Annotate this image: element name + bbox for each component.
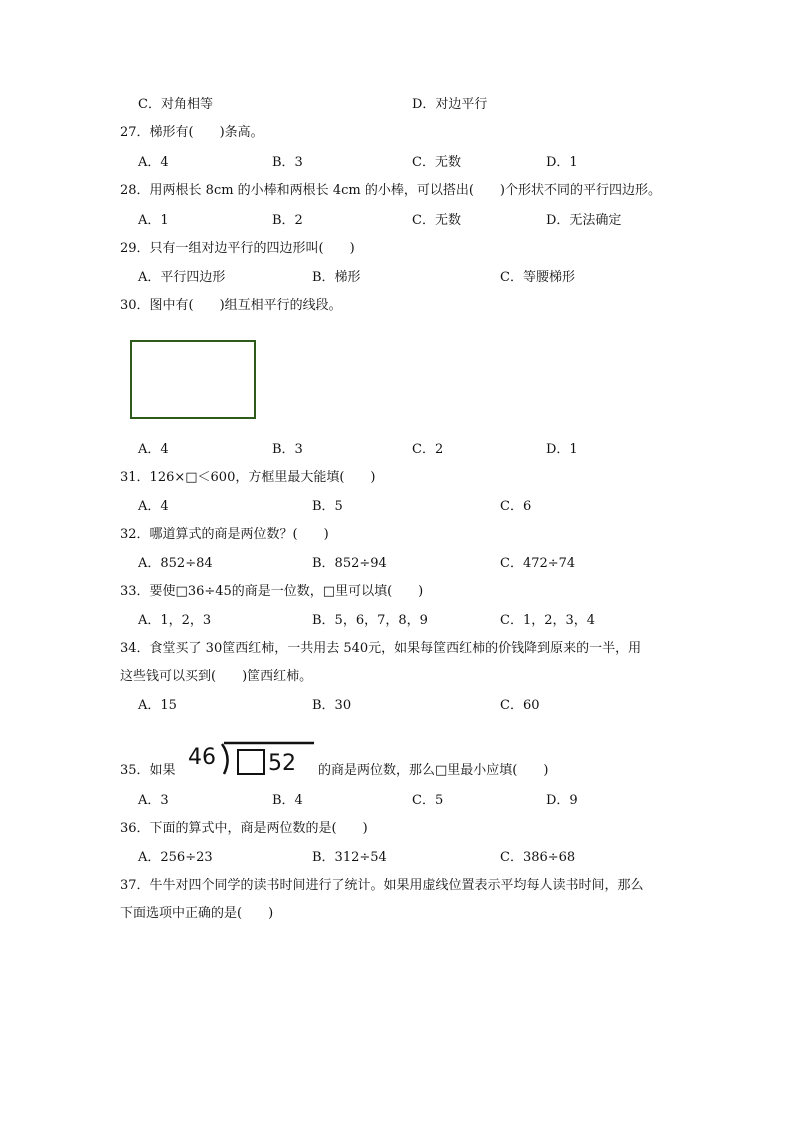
q35-stem-prefix: 35．如果 (120, 763, 176, 778)
q35-stem-suffix: 的商是两位数，那么□里最小应填( ) (318, 763, 549, 778)
q26-option-d[interactable]: D．对边平行 (412, 97, 488, 112)
q27-stem: 27．梯形有( )条高。 (120, 125, 264, 140)
q27-option-c[interactable]: C．无数 (412, 155, 461, 170)
q34-option-c[interactable]: C．60 (500, 698, 540, 713)
q30-stem: 30．图中有( )组互相平行的线段。 (120, 298, 342, 313)
q29-option-b[interactable]: B．梯形 (312, 270, 361, 285)
q28-option-b[interactable]: B．2 (272, 213, 303, 228)
blank-box[interactable] (238, 750, 264, 774)
q36-option-c[interactable]: C．386÷68 (500, 850, 576, 865)
q28-stem: 28．用两根长 8cm 的小棒和两根长 4cm 的小棒，可以搭出( )个形状不同的平行四边形。 (120, 183, 661, 198)
divisor-text: 46 (188, 745, 216, 770)
division-bracket (222, 744, 228, 774)
dividend-digits-text: 52 (268, 751, 296, 776)
q28-option-d[interactable]: D．无法确定 (546, 213, 622, 228)
q34-stem-line2: 这些钱可以买到( )筐西红柿。 (120, 669, 313, 684)
q35-option-a[interactable]: A．3 (138, 793, 169, 808)
q32-stem: 32．哪道算式的商是两位数？( ) (120, 527, 329, 542)
q36-option-a[interactable]: A．256÷23 (138, 850, 213, 865)
q34-option-a[interactable]: A．15 (138, 698, 177, 713)
q30-option-b[interactable]: B．3 (272, 442, 303, 457)
q29-option-c[interactable]: C．等腰梯形 (500, 270, 575, 285)
q26-option-c[interactable]: C．对角相等 (138, 97, 213, 112)
q29-stem: 29．只有一组对边平行的四边形叫( ) (120, 241, 355, 256)
q27-option-b[interactable]: B．3 (272, 155, 303, 170)
q34-option-b[interactable]: B．30 (312, 698, 352, 713)
q27-option-a[interactable]: A．4 (138, 155, 169, 170)
q28-option-c[interactable]: C．无数 (412, 213, 461, 228)
q35-option-c[interactable]: C．5 (412, 793, 444, 808)
q31-option-c[interactable]: C．6 (500, 499, 532, 514)
q31-option-b[interactable]: B．5 (312, 499, 343, 514)
q33-option-a[interactable]: A．1，2，3 (138, 613, 212, 628)
q32-option-b[interactable]: B．852÷94 (312, 556, 387, 571)
long-division-figure (186, 738, 316, 778)
q33-option-c[interactable]: C．1，2，3，4 (500, 613, 596, 628)
q32-option-a[interactable]: A．852÷84 (138, 556, 213, 571)
q32-option-c[interactable]: C．472÷74 (500, 556, 576, 571)
rectangle-figure (130, 340, 256, 419)
q30-option-a[interactable]: A．4 (138, 442, 169, 457)
q34-stem-line1: 34．食堂买了 30筐西红柿，一共用去 540元，如果每筐西红柿的价钱降到原来的一半，用 (120, 641, 642, 656)
q37-stem-line1: 37．牛牛对四个同学的读书时间进行了统计。如果用虚线位置表示平均每人读书时间，那么 (120, 878, 644, 893)
q31-option-a[interactable]: A．4 (138, 499, 169, 514)
q36-stem: 36．下面的算式中，商是两位数的是( ) (120, 821, 368, 836)
q33-option-b[interactable]: B．5，6，7，8，9 (312, 613, 428, 628)
q29-option-a[interactable]: A．平行四边形 (138, 270, 226, 285)
q28-option-a[interactable]: A．1 (138, 213, 169, 228)
q36-option-b[interactable]: B．312÷54 (312, 850, 387, 865)
q35-option-d[interactable]: D．9 (546, 793, 578, 808)
q37-stem-line2: 下面选项中正确的是( ) (120, 906, 274, 921)
q30-option-d[interactable]: D．1 (546, 442, 578, 457)
q35-option-b[interactable]: B．4 (272, 793, 303, 808)
q27-option-d[interactable]: D．1 (546, 155, 578, 170)
q30-option-c[interactable]: C．2 (412, 442, 444, 457)
q33-stem: 33．要使□36÷45的商是一位数，□里可以填( ) (120, 584, 424, 599)
q31-stem: 31．126×□＜600，方框里最大能填( ) (120, 470, 376, 485)
